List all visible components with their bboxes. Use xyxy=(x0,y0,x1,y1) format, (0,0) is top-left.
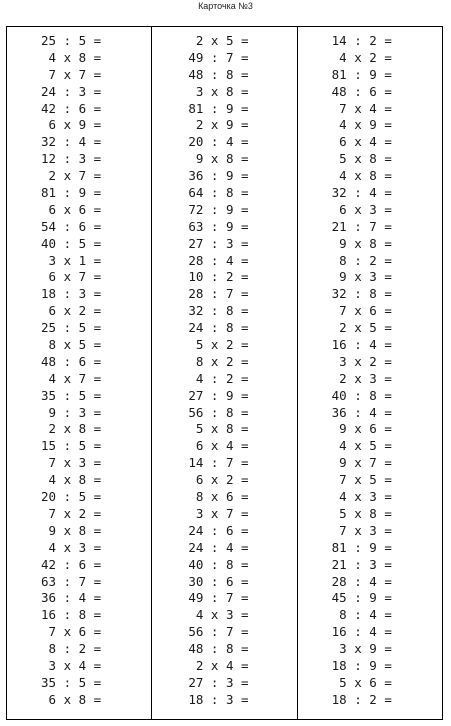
problem-row: 2 x 5 = xyxy=(331,320,392,336)
problem-row: 4 : 2 = xyxy=(188,370,249,386)
problems-column-3 xyxy=(297,27,442,719)
problem-row: 40 : 8 = xyxy=(188,556,249,572)
problem-row: 20 : 5 = xyxy=(41,489,102,505)
problem-row: 10 : 2 = xyxy=(188,269,249,285)
problem-row: 6 x 4 = xyxy=(331,134,392,150)
problem-row: 4 x 5 = xyxy=(331,438,392,454)
problem-row: 9 x 3 = xyxy=(331,269,392,285)
problem-row: 24 : 4 = xyxy=(188,539,249,555)
problem-row: 4 x 8 = xyxy=(41,472,102,488)
problem-row: 7 x 2 = xyxy=(41,505,102,521)
problem-row: 27 : 9 = xyxy=(188,387,249,403)
problem-row: 2 x 5 = xyxy=(188,33,249,48)
problem-row: 48 : 8 = xyxy=(188,66,249,82)
problem-row: 5 x 8 = xyxy=(331,151,392,167)
problem-row: 36 : 4 = xyxy=(41,590,102,606)
problem-row: 48 : 6 = xyxy=(41,353,102,369)
problem-row: 8 : 2 = xyxy=(41,641,102,657)
problem-row: 2 x 7 = xyxy=(41,168,102,184)
problem-row: 7 x 7 = xyxy=(41,66,102,82)
problem-row: 2 x 9 = xyxy=(188,117,249,133)
problem-row: 4 x 3 = xyxy=(41,539,102,555)
problem-row: 2 x 8 = xyxy=(41,421,102,437)
problem-row: 14 : 7 = xyxy=(188,455,249,471)
problem-row: 6 x 2 = xyxy=(188,472,249,488)
problem-row: 9 x 8 = xyxy=(188,151,249,167)
problem-row: 20 : 4 = xyxy=(188,134,249,150)
problem-row: 35 : 5 = xyxy=(41,387,102,403)
problem-row: 6 x 8 = xyxy=(41,691,102,707)
problem-row: 56 : 8 = xyxy=(188,404,249,420)
problem-row: 32 : 4 = xyxy=(41,134,102,150)
problem-row: 6 x 3 = xyxy=(331,201,392,217)
problem-row: 7 x 5 = xyxy=(331,472,392,488)
problem-row: 81 : 9 = xyxy=(41,185,102,201)
problem-row: 64 : 8 = xyxy=(188,185,249,201)
problem-row: 7 x 3 = xyxy=(41,455,102,471)
problem-row: 32 : 4 = xyxy=(331,185,392,201)
problem-row: 3 x 1 = xyxy=(41,252,102,268)
problem-row: 30 : 6 = xyxy=(188,573,249,589)
problem-row: 25 : 5 = xyxy=(41,320,102,336)
problem-row: 3 x 4 = xyxy=(41,657,102,673)
problem-row: 18 : 3 = xyxy=(188,691,249,707)
problem-row: 32 : 8 = xyxy=(188,303,249,319)
problems-column-1 xyxy=(7,27,151,719)
problem-row: 81 : 9 = xyxy=(188,100,249,116)
problem-row: 3 x 7 = xyxy=(188,505,249,521)
problem-row: 27 : 3 = xyxy=(188,235,249,251)
problem-row: 5 x 8 = xyxy=(331,505,392,521)
problem-row: 21 : 7 = xyxy=(331,218,392,234)
problem-row: 42 : 6 = xyxy=(41,556,102,572)
problem-row: 28 : 4 = xyxy=(331,573,392,589)
problems-table xyxy=(6,26,443,720)
problem-row: 40 : 5 = xyxy=(41,235,102,251)
problem-row: 28 : 7 = xyxy=(188,286,249,302)
problem-row: 18 : 3 = xyxy=(41,286,102,302)
problem-row: 7 x 6 = xyxy=(41,624,102,640)
problem-row: 4 x 2 = xyxy=(331,49,392,65)
problem-row: 6 x 2 = xyxy=(41,303,102,319)
problem-row: 4 x 3 = xyxy=(188,607,249,623)
problem-row: 18 : 2 = xyxy=(331,691,392,707)
problem-row: 48 : 6 = xyxy=(331,83,392,99)
problem-row: 6 x 4 = xyxy=(188,438,249,454)
problem-row: 15 : 5 = xyxy=(41,438,102,454)
problem-row: 24 : 8 = xyxy=(188,320,249,336)
problem-row: 16 : 4 = xyxy=(331,337,392,353)
problem-row: 63 : 9 = xyxy=(188,218,249,234)
problem-row: 8 x 2 = xyxy=(188,353,249,369)
problem-row: 16 : 4 = xyxy=(331,624,392,640)
problem-row: 4 x 8 = xyxy=(41,49,102,65)
problem-row: 63 : 7 = xyxy=(41,573,102,589)
problem-row: 6 x 7 = xyxy=(41,269,102,285)
card-title: Карточка №3 xyxy=(198,1,253,11)
problem-row: 4 x 3 = xyxy=(331,489,392,505)
problem-row: 7 x 6 = xyxy=(331,303,392,319)
problem-row: 7 x 4 = xyxy=(331,100,392,116)
problem-row: 6 x 9 = xyxy=(41,117,102,133)
problem-row: 3 x 9 = xyxy=(331,641,392,657)
problem-row: 7 x 3 = xyxy=(331,522,392,538)
problem-row: 24 : 3 = xyxy=(41,83,102,99)
problem-row: 3 x 8 = xyxy=(188,83,249,99)
problem-row: 16 : 8 = xyxy=(41,607,102,623)
problem-row: 40 : 8 = xyxy=(331,387,392,403)
problem-row: 14 : 2 = xyxy=(331,33,392,48)
problem-row: 24 : 6 = xyxy=(188,522,249,538)
problem-row: 8 : 2 = xyxy=(331,252,392,268)
problem-row: 27 : 3 = xyxy=(188,674,249,690)
problem-row: 8 : 4 = xyxy=(331,607,392,623)
problem-row: 18 : 9 = xyxy=(331,657,392,673)
problems-column-2 xyxy=(151,27,296,719)
problem-row: 12 : 3 = xyxy=(41,151,102,167)
problem-row: 36 : 9 = xyxy=(188,168,249,184)
problem-row: 25 : 5 = xyxy=(41,33,102,48)
problem-row: 42 : 6 = xyxy=(41,100,102,116)
problem-row: 2 x 4 = xyxy=(188,657,249,673)
problem-row: 9 x 8 = xyxy=(331,235,392,251)
problem-row: 56 : 7 = xyxy=(188,624,249,640)
problem-row: 35 : 5 = xyxy=(41,674,102,690)
problem-row: 81 : 9 = xyxy=(331,539,392,555)
problem-row: 6 x 6 = xyxy=(41,201,102,217)
problem-row: 81 : 9 = xyxy=(331,66,392,82)
problem-row: 8 x 5 = xyxy=(41,337,102,353)
problem-row: 9 x 7 = xyxy=(331,455,392,471)
problem-row: 4 x 9 = xyxy=(331,117,392,133)
problem-row: 8 x 6 = xyxy=(188,489,249,505)
problem-row: 9 x 6 = xyxy=(331,421,392,437)
problem-row: 72 : 9 = xyxy=(188,201,249,217)
problem-row: 5 x 6 = xyxy=(331,674,392,690)
problem-row: 9 : 3 = xyxy=(41,404,102,420)
problem-row: 5 x 2 = xyxy=(188,337,249,353)
problem-row: 9 x 8 = xyxy=(41,522,102,538)
problem-row: 54 : 6 = xyxy=(41,218,102,234)
problem-row: 48 : 8 = xyxy=(188,641,249,657)
problem-row: 21 : 3 = xyxy=(331,556,392,572)
problem-row: 49 : 7 = xyxy=(188,590,249,606)
problem-row: 4 x 8 = xyxy=(331,168,392,184)
problem-row: 28 : 4 = xyxy=(188,252,249,268)
problem-row: 3 x 2 = xyxy=(331,353,392,369)
problem-row: 5 x 8 = xyxy=(188,421,249,437)
problem-row: 4 x 7 = xyxy=(41,370,102,386)
problem-row: 36 : 4 = xyxy=(331,404,392,420)
problem-row: 49 : 7 = xyxy=(188,49,249,65)
problem-row: 2 x 3 = xyxy=(331,370,392,386)
problem-row: 32 : 8 = xyxy=(331,286,392,302)
problem-row: 45 : 9 = xyxy=(331,590,392,606)
